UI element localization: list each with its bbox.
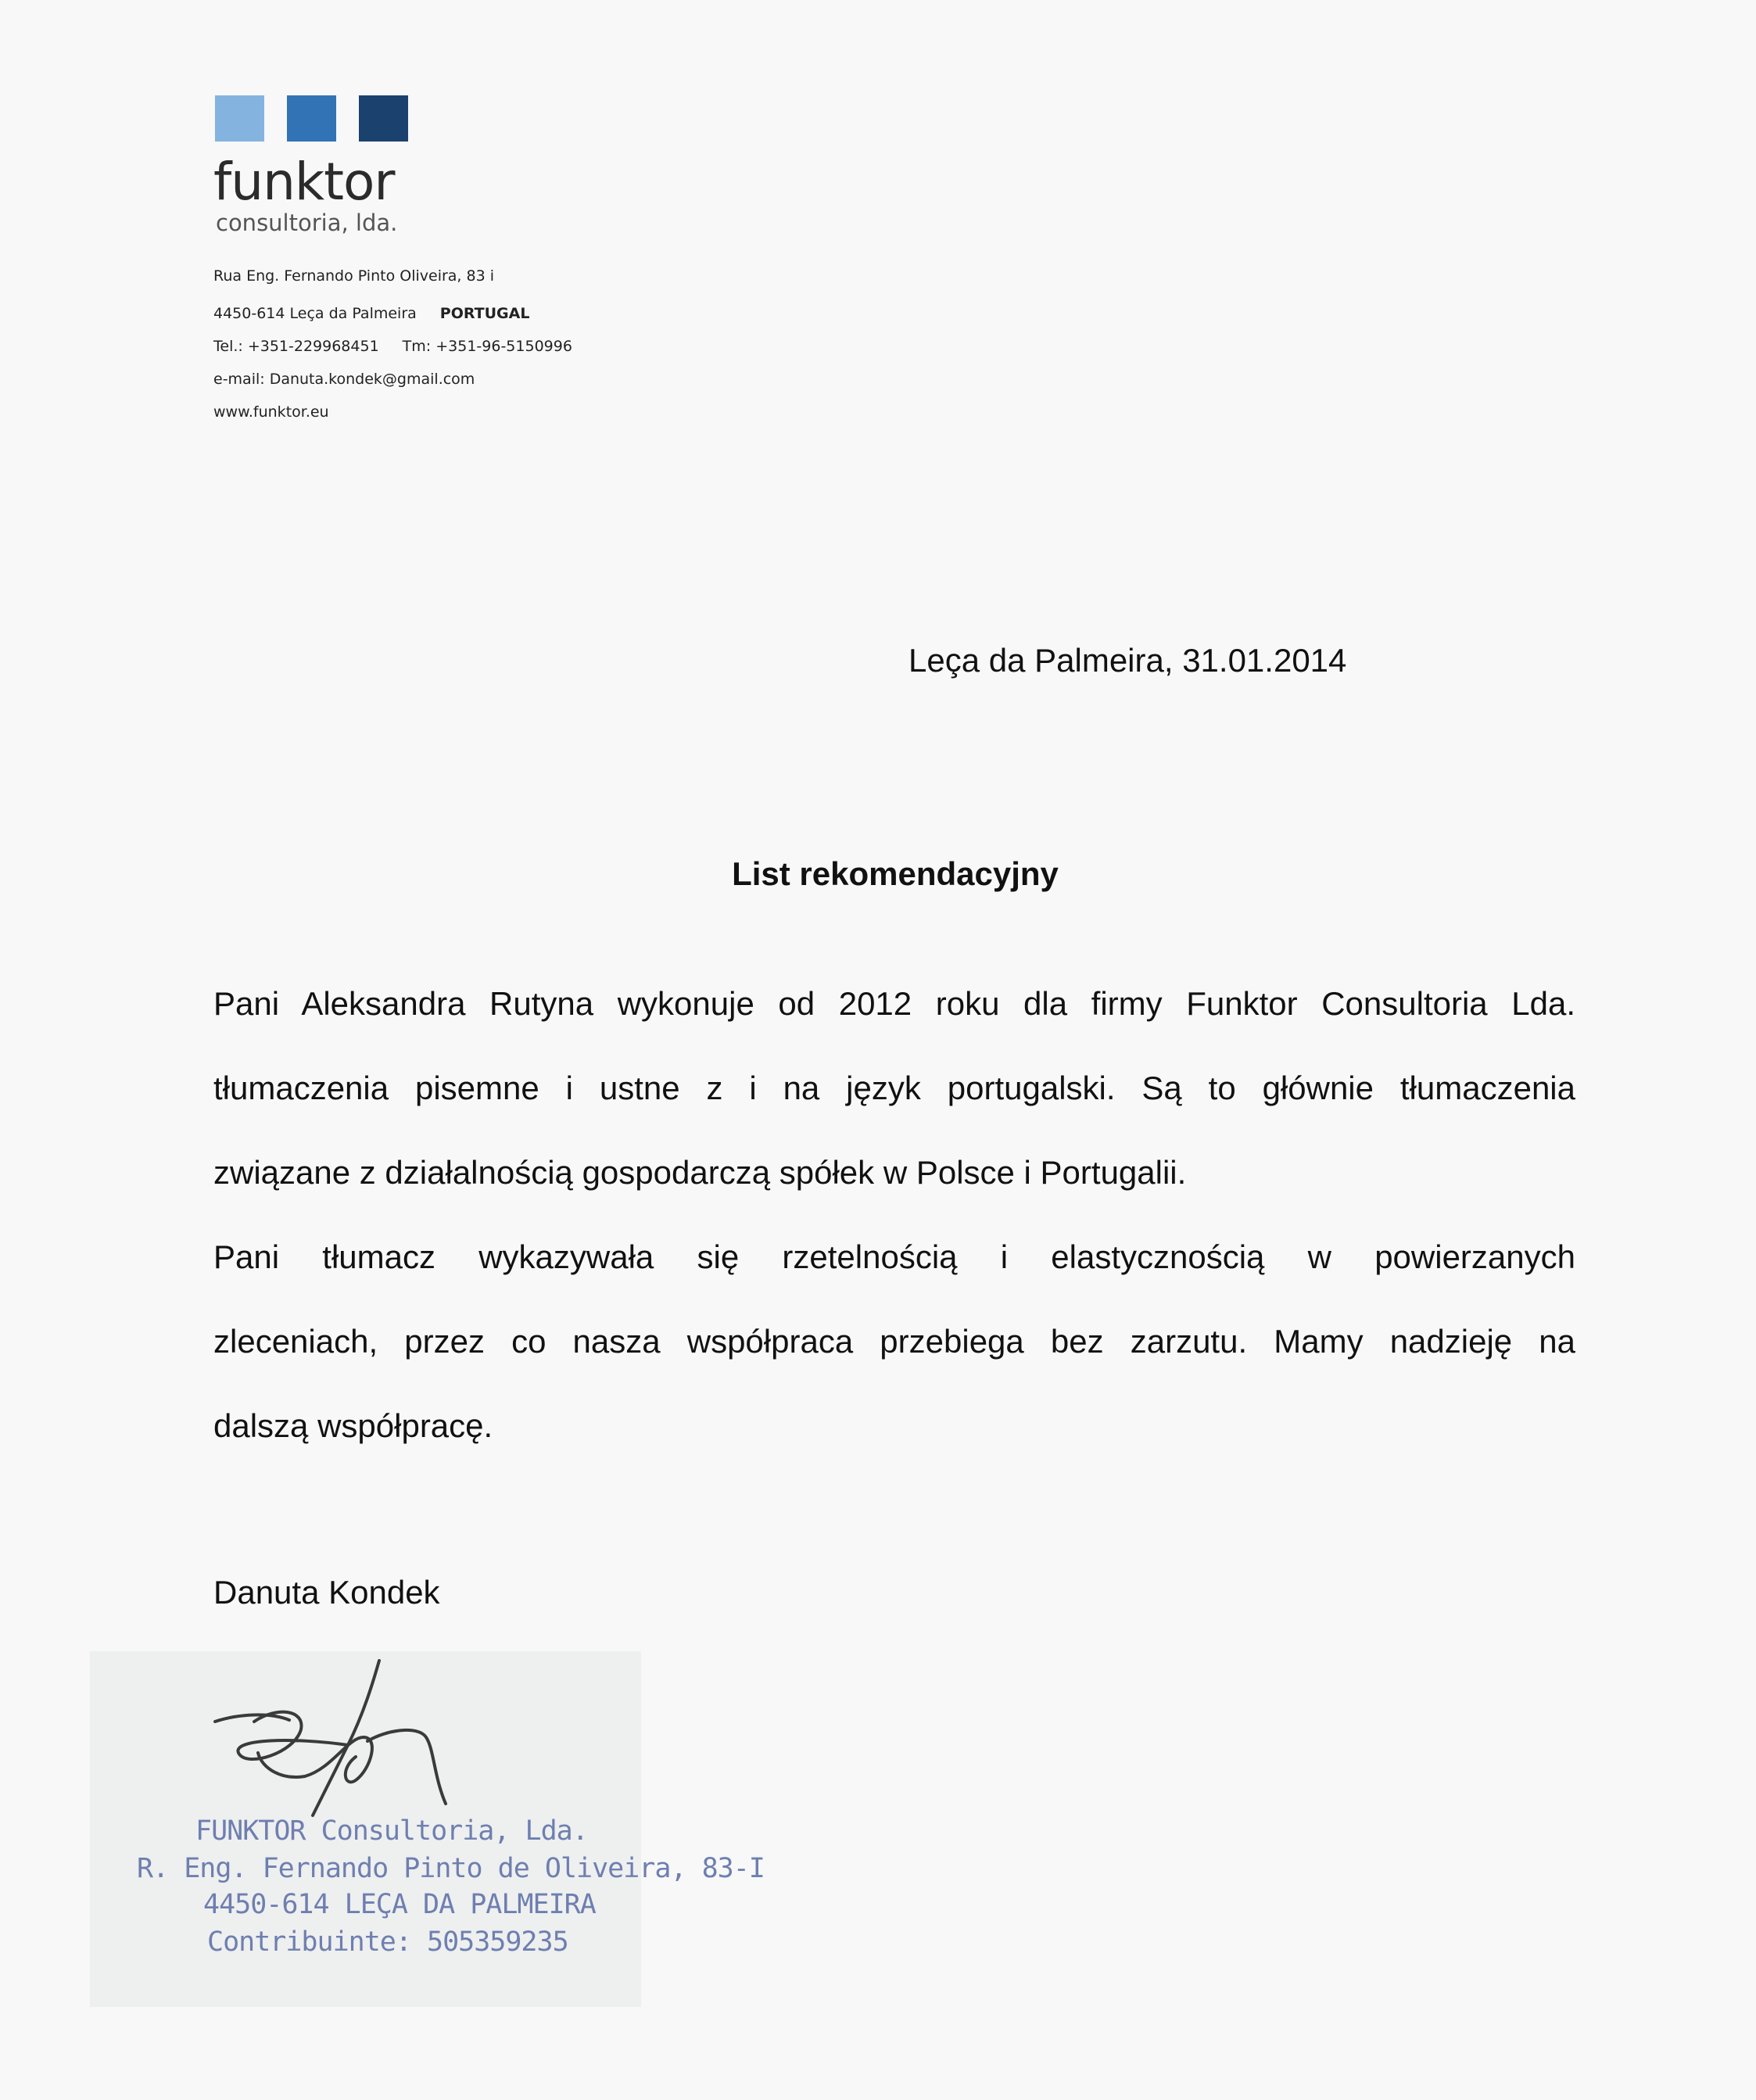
paragraph-line: Pani Aleksandra Rutyna wykonuje od 2012 roku dla firmy Funktor Consultoria Lda. <box>213 985 1575 1022</box>
mobile-text: Tm: +351-96-5150996 <box>402 338 572 355</box>
address-line: Rua Eng. Fernando Pinto Oliveira, 83 i <box>213 267 494 285</box>
tel-text: Tel.: +351-229968451 <box>213 338 379 355</box>
paragraph-line: tłumaczenia pisemne i ustne z i na język portugalski. Są to głównie tłumaczenia <box>213 1070 1575 1106</box>
paragraph-1 <box>213 962 1575 1215</box>
stamp-address: R. Eng. Fernando Pinto de Oliveira, 83-I <box>137 1853 765 1884</box>
stamp-company: FUNKTOR Consultoria, Lda. <box>195 1815 588 1847</box>
company-stamp <box>90 1651 765 2007</box>
phone-line <box>213 338 572 355</box>
country-text: PORTUGAL <box>439 305 530 322</box>
paragraph-line: zleceniach, przez co nasza współpraca przebiega bez zarzutu. Mamy nadzieję na <box>213 1323 1575 1360</box>
letter-date: Leça da Palmeira, 31.01.2014 <box>908 642 1347 679</box>
company-logo <box>213 92 417 249</box>
paragraph-2 <box>213 1215 1575 1468</box>
logo-square-light <box>215 95 264 142</box>
paragraph-line: dalszą współpracę. <box>213 1407 493 1444</box>
logo-square-dark <box>359 95 408 142</box>
letter-title: List rekomendacyjny <box>732 855 1059 892</box>
email-line: e-mail: Danuta.kondek@gmail.com <box>213 371 475 388</box>
paragraph-line: związane z działalnością gospodarczą spółek w Polsce i Portugalii. <box>213 1154 1187 1191</box>
city-text: 4450-614 Leça da Palmeira <box>213 305 417 322</box>
signer-name: Danuta Kondek <box>213 1574 440 1611</box>
stamp-tax-id: Contribuinte: 505359235 <box>207 1926 568 1958</box>
brand-name: funktor <box>213 152 395 212</box>
stamp-city: 4450-614 LEÇA DA PALMEIRA <box>203 1889 596 1920</box>
city-line <box>213 305 529 322</box>
paragraph-line: Pani tłumacz wykazywała się rzetelnością i elastycznością w powierzanych <box>213 1238 1575 1275</box>
website-link[interactable]: www.funktor.eu <box>213 403 329 421</box>
logo-square-mid <box>287 95 336 142</box>
brand-subtitle: consultoria, lda. <box>216 210 398 236</box>
